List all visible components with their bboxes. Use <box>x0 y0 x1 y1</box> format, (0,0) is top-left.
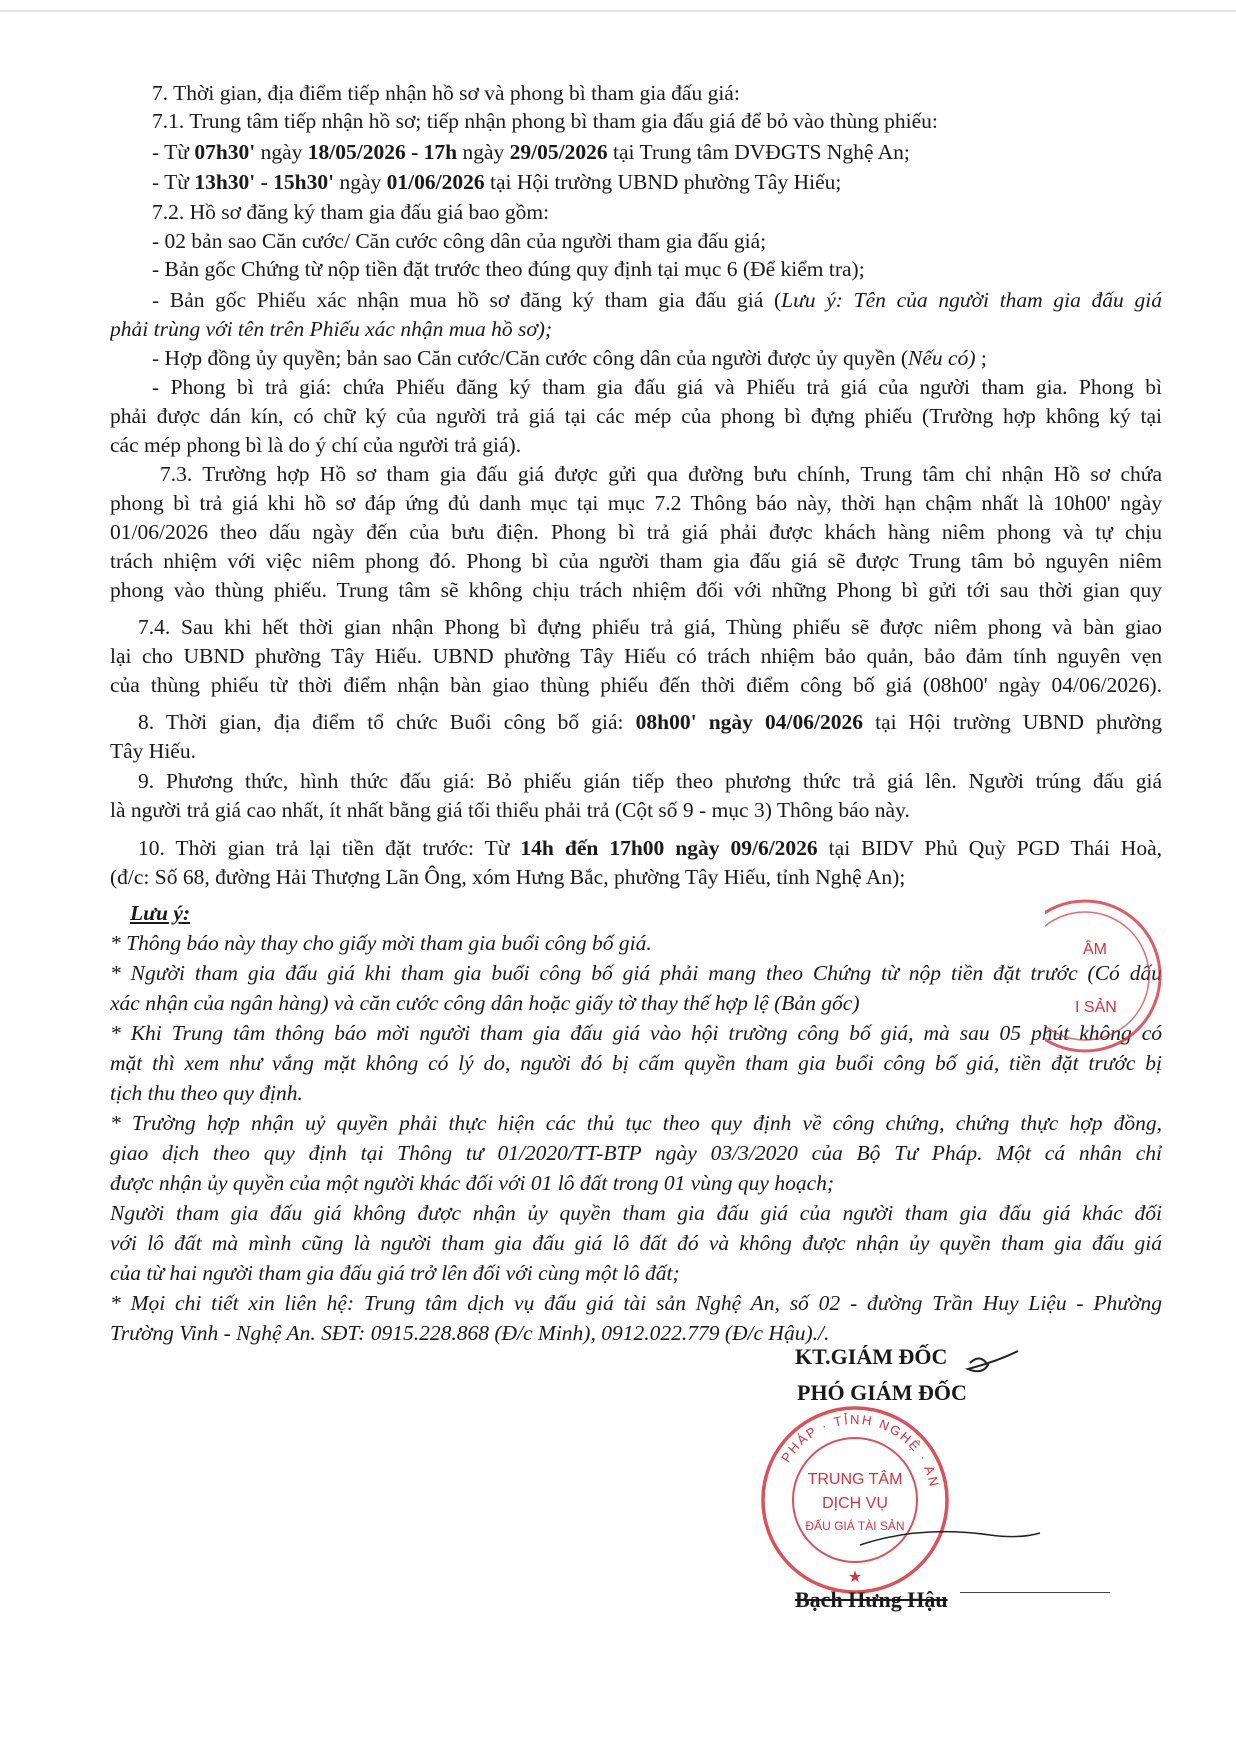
section-7-3-line-1: 7.3. Trường hợp Hồ sơ tham gia đấu giá được gửi qua đường bưu chính, Trung tâm chỉ nhận Hồ sơ chứa <box>160 462 1162 486</box>
note-5-line-2: với lô đất mà mình cũng là người tham gia đấu giá lô đất đó và không được nhận ủy quyền tham gia đấu giá <box>110 1231 1162 1255</box>
section-7-2-title: 7.2. Hồ sơ đăng ký tham gia đấu giá bao gồm: <box>152 200 550 224</box>
signature-line <box>960 1592 1110 1593</box>
note-3-line-2: mặt thì xem như vắng mặt không có lý do, người đó bị cấm quyền tham gia buổi công bố giá, tiền đặt trước bị <box>110 1051 1162 1075</box>
stamp-text-1: TRUNG TÂM <box>807 1471 903 1488</box>
note-4-line-2: giao dịch theo quy định tại Thông tư 01/2020/TT-BTP ngày 03/3/2020 của Bộ Tư Pháp. Một cá nhân chỉ <box>110 1141 1162 1165</box>
section-7-3-line-4: trách nhiệm với việc niêm phong đó. Phong bì của người tham gia đấu giá sẽ được Trung tâm bỏ nguyên niêm <box>110 549 1162 573</box>
section-7-2-item-5-line-3: các mép phong bì là do ý chí của người trả giá). <box>110 433 522 457</box>
note-2-line-2: xác nhận của ngân hàng) và căn cước công dân hoặc giấy tờ thay thế hợp lệ (Bản gốc) <box>110 991 860 1015</box>
section-7-4-line-3: của thùng phiếu từ thời điểm nhận bàn giao thùng phiếu đến thời điểm công bố giá (08h00' ngày 04/06/2026). <box>110 673 1162 697</box>
section-7-2-item-5-line-1: - Phong bì trả giá: chứa Phiếu đăng ký tham gia đấu giá và Phiếu trả giá của người tham gia. Phong bì <box>152 375 1162 399</box>
side-stamp-text-1: ÂM <box>1083 941 1107 958</box>
section-10-line-2: (đ/c: Số 68, đường Hải Thượng Lãn Ông, xóm Hưng Bắc, phường Tây Hiếu, tỉnh Nghệ An); <box>110 865 906 889</box>
section-8-line-2: Tây Hiếu. <box>110 739 196 763</box>
side-stamp-text-2: I SẢN <box>1075 999 1117 1016</box>
note-5-line-1: Người tham gia đấu giá không được nhận ủy quyền tham gia đấu giá của người tham gia đấu giá khác đối <box>110 1201 1162 1225</box>
section-7-4-line-2: lại cho UBND phường Tây Hiếu. UBND phường Tây Hiếu có trách nhiệm bảo quản, bảo đảm tính nguyên vẹn <box>110 644 1162 668</box>
stamp-ring-text: PHÁP · TỈNH NGHỆ · AN <box>778 1411 943 1490</box>
note-3-line-3: tịch thu theo quy định. <box>110 1081 303 1105</box>
side-stamp <box>1045 896 1195 1066</box>
note-1: * Thông báo này thay cho giấy mời tham gia buổi công bố giá. <box>110 931 652 955</box>
signature-title-2: PHÓ GIÁM ĐỐC <box>797 1380 967 1405</box>
section-7-3-line-2: phong bì trả giá khi hồ sơ đáp ứng đủ danh mục tại mục 7.2 Thông báo này, thời hạn chậm nhất là 10h00' ngày <box>110 491 1162 515</box>
side-stamp-inner-ring <box>1045 912 1149 1040</box>
section-7-3-line-3: 01/06/2026 theo dấu ngày đến của bưu điện. Phong bì trả giá phải được khách hàng niêm phong và tự chịu <box>110 520 1162 544</box>
note-4-line-3: được nhận ủy quyền của một người khác đối với 01 lô đất trong 01 vùng quy hoạch; <box>110 1171 835 1195</box>
handwritten-signature <box>850 1345 1050 1565</box>
note-5-line-3: của từ hai người tham gia đấu giá trở lên đối với cùng một lô đất; <box>110 1261 680 1285</box>
section-7-2-item-1: - 02 bản sao Căn cước/ Căn cước công dân của người tham gia đấu giá; <box>152 229 767 253</box>
signer-name: Bạch Hưng Hậu <box>795 1587 948 1612</box>
signature-stroke-2 <box>860 1532 1040 1545</box>
stamp-text-2: DỊCH VỤ <box>822 1495 888 1512</box>
side-stamp-ring <box>1045 901 1160 1051</box>
note-4-line-1: * Trường hợp nhận uỷ quyền phải thực hiện các thủ tục theo quy định về công chứng, chứng thực hợp đồng, <box>110 1111 1162 1135</box>
section-7-2-item-2: - Bản gốc Chứng từ nộp tiền đặt trước theo đúng quy định tại mục 6 (Để kiểm tra); <box>152 257 865 281</box>
section-8-line-1: 8. Thời gian, địa điểm tổ chức Buổi công bố giá: 08h00' ngày 04/06/2026 tại Hội trường UBND phường <box>138 710 1162 734</box>
section-9-line-1: 9. Phương thức, hình thức đấu giá: Bỏ phiếu gián tiếp theo phương thức trả giá lên. Người trúng đấu giá <box>138 769 1162 793</box>
section-7-2-item-5-line-2: phải được dán kín, có chữ ký của người trả giá tại các mép của phong bì đựng phiếu (Trường hợp không ký tại <box>110 404 1162 428</box>
stamp-text-3: ĐẤU GIÁ TÀI SẢN <box>805 1519 905 1533</box>
section-7-2-item-4: - Hợp đồng ủy quyền; bản sao Căn cước/Căn cước công dân của người được ủy quyền (Nếu có) ; <box>152 346 987 370</box>
notes-title: Lưu ý: <box>130 901 191 925</box>
section-7-4-line-1: 7.4. Sau khi hết thời gian nhận Phong bì đựng phiếu trả giá, Thùng phiếu sẽ được niêm phong và bàn giao <box>138 615 1162 639</box>
section-7-1-item-2: - Từ 13h30' - 15h30' ngày 01/06/2026 tại Hội trường UBND phường Tây Hiếu; <box>152 170 842 194</box>
signature-stroke-1 <box>968 1351 1018 1371</box>
section-7-1-item-1: - Từ 07h30' ngày 18/05/2026 - 17h ngày 29/05/2026 tại Trung tâm DVĐGTS Nghệ An; <box>152 140 910 164</box>
section-7-2-item-3-cont: phải trùng với tên trên Phiếu xác nhận mua hồ sơ); <box>110 317 553 341</box>
scan-edge <box>0 10 1236 12</box>
section-7-title: 7. Thời gian, địa điểm tiếp nhận hồ sơ và phong bì tham gia đấu giá: <box>152 81 740 105</box>
section-7-2-item-3: - Bản gốc Phiếu xác nhận mua hồ sơ đăng ký tham gia đấu giá (Lưu ý: Tên của người tham gia đấu giá <box>152 288 1162 312</box>
section-7-1-title: 7.1. Trung tâm tiếp nhận hồ sơ; tiếp nhận phong bì tham gia đấu giá để bỏ vào thùng phiếu: <box>152 109 938 133</box>
section-9-line-2: là người trả giá cao nhất, ít nhất bằng giá tối thiểu phải trả (Cột số 9 - mục 3) Thông báo này. <box>110 798 910 822</box>
section-7-3-line-5: phong vào thùng phiếu. Trung tâm sẽ không chịu trách nhiệm đối với những Phong bì gửi tới sau thời gian quy <box>110 578 1162 602</box>
signature-title-1: KT.GIÁM ĐỐC <box>795 1344 948 1369</box>
stamp-star-icon: ★ <box>847 1567 863 1586</box>
note-6-line-1: * Mọi chi tiết xin liên hệ: Trung tâm dịch vụ đấu giá tài sản Nghệ An, số 02 - đường Trần Huy Liệu - Phường <box>110 1291 1162 1315</box>
note-6-line-2: Trường Vinh - Nghệ An. SĐT: 0915.228.868 (Đ/c Minh), 0912.022.779 (Đ/c Hậu)./. <box>110 1321 830 1345</box>
section-10-line-1: 10. Thời gian trả lại tiền đặt trước: Từ 14h đến 17h00 ngày 09/6/2026 tại BIDV Phủ Quỳ PGD Thái Hoà, <box>138 836 1162 860</box>
note-2-line-1: * Người tham gia đấu giá khi tham gia buổi công bố giá phải mang theo Chứng từ nộp tiền đặt trước (Có dấu <box>110 961 1162 985</box>
note-3-line-1: * Khi Trung tâm thông báo mời người tham gia đấu giá vào hội trường công bố giá, mà sau 05 phút không có <box>110 1021 1162 1045</box>
